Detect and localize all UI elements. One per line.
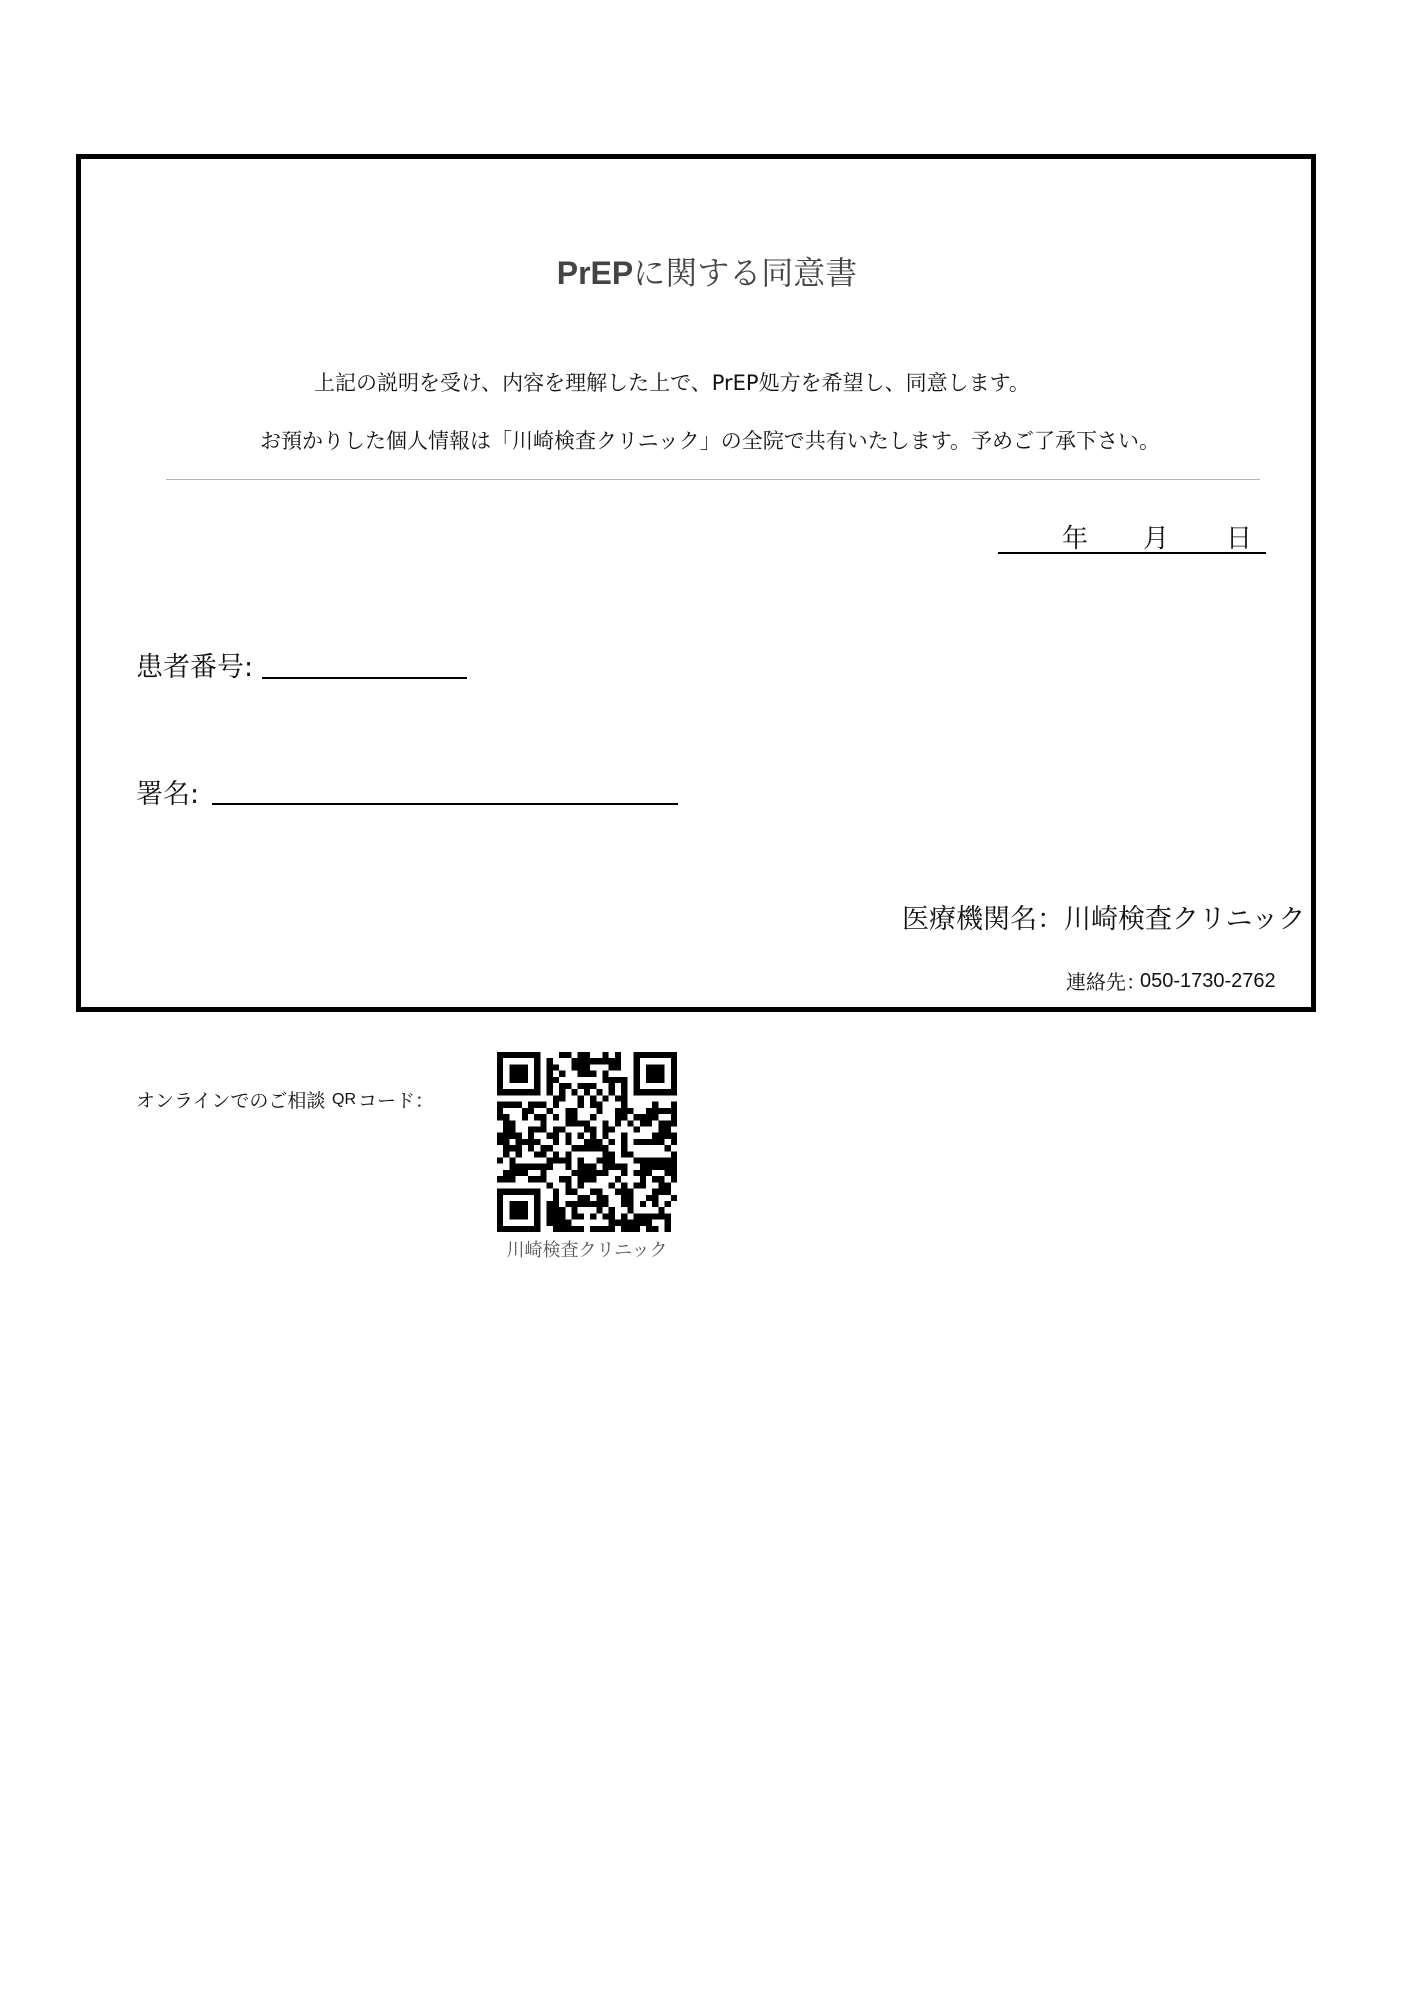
contact-phone: 050-1730-2762: [1140, 970, 1276, 992]
signature-label: 署名:: [136, 779, 200, 810]
contact-label: 連絡先：: [1066, 970, 1146, 994]
date-year-label: 年: [1062, 524, 1089, 554]
consent-statement: 上記の説明を受け、内容を理解した上で、PrEP処方を希望し、同意します。: [314, 371, 1030, 395]
patient-number-label: 患者番号:: [136, 652, 254, 683]
title-japanese: に関する同意書: [633, 254, 858, 292]
signature-field[interactable]: [212, 803, 678, 805]
qr-code-label: コード：: [358, 1090, 435, 1112]
online-consultation-label: オンラインでのご相談: [136, 1090, 326, 1112]
title-latin: PrEP: [556, 255, 634, 291]
qr-overlap-text: QR: [332, 1091, 356, 1108]
qr-caption: 川崎検査クリニック: [506, 1240, 668, 1261]
date-day-label: 日: [1226, 524, 1253, 554]
form-title: [0, 248, 1414, 294]
qr-code-icon: [496, 1052, 678, 1232]
privacy-statement: お預かりした個人情報は「川崎検査クリニック」の全院で共有いたします。予めご了承下さい。: [260, 429, 1161, 453]
institution-name: 医療機関名：川崎検査クリニック: [902, 904, 1306, 935]
date-month-label: 月: [1143, 524, 1170, 554]
qr-code[interactable]: [496, 1052, 678, 1232]
section-divider: [166, 479, 1260, 480]
patient-number-field[interactable]: [262, 677, 467, 679]
